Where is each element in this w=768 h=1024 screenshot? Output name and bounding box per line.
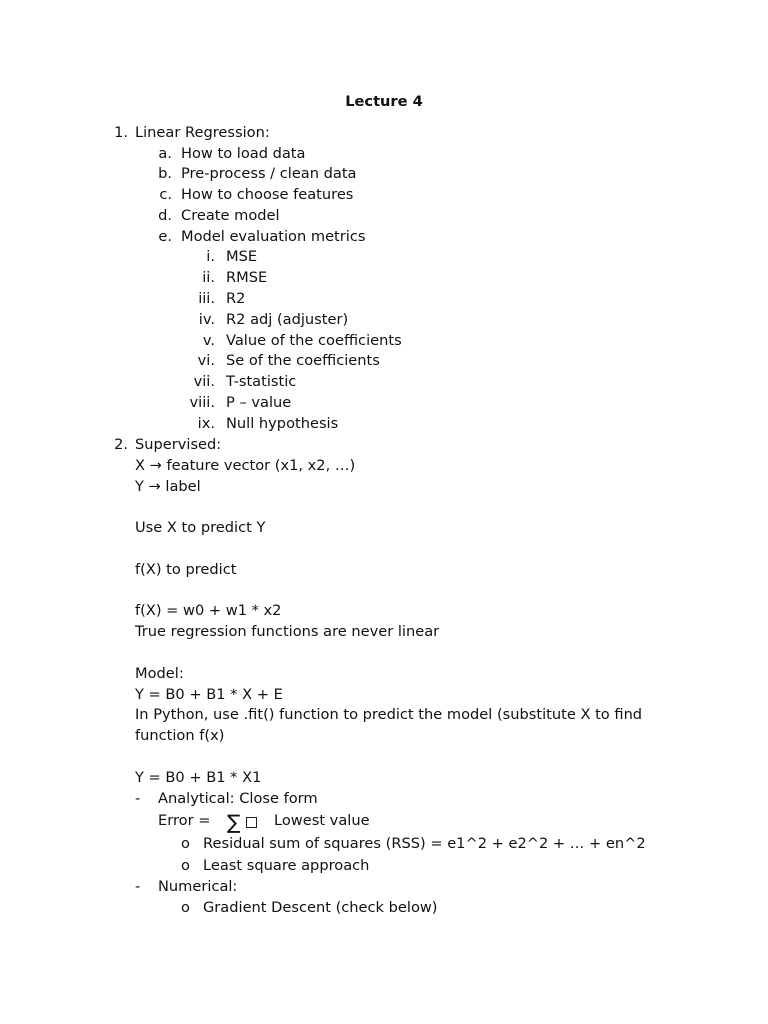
sigma-glyph: ∑: [227, 810, 241, 834]
list-marker: i.: [206, 248, 215, 265]
list-item-text: Model evaluation metrics: [181, 228, 366, 245]
list-marker: e.: [158, 228, 172, 245]
list-marker: 2.: [114, 436, 128, 453]
circle-bullet: o: [181, 899, 190, 916]
list-item-text: T-statistic: [226, 373, 297, 390]
section-heading-text: Supervised:: [135, 436, 222, 453]
list-marker: b.: [158, 165, 172, 182]
model-heading: Model:: [135, 665, 184, 682]
list-marker: ii.: [202, 269, 215, 286]
list-marker: vi.: [197, 352, 215, 369]
numerical-text: Numerical:: [158, 878, 238, 895]
bullet-text: Residual sum of squares (RSS) = e1^2 + e2^2 + … + en^2: [203, 835, 646, 852]
model-equation: Y = B0 + B1 * X + E: [135, 686, 283, 703]
error-label: Error =: [158, 812, 211, 829]
f-equation-line: f(X) = w0 + w1 * x2: [135, 602, 282, 619]
list-marker: c.: [159, 186, 172, 203]
list-item-text: Se of the coefficients: [226, 352, 380, 369]
list-item-text: Null hypothesis: [226, 415, 339, 432]
sigma-icon: [227, 811, 257, 834]
list-marker: ix.: [197, 415, 215, 432]
dash-marker: -: [135, 790, 141, 807]
python-fit-line-2: function f(x): [135, 727, 225, 744]
placeholder-box-icon: [246, 817, 257, 828]
bullet-text: Least square approach: [203, 857, 370, 874]
list-item-text: Pre-process / clean data: [181, 165, 357, 182]
bullet-text: Gradient Descent (check below): [203, 899, 438, 916]
x-feature-line: X → feature vector (x1, x2, …): [135, 457, 356, 474]
list-item-text: R2 adj (adjuster): [226, 311, 349, 328]
analytical-text: Analytical: Close form: [158, 790, 318, 807]
list-marker: iii.: [198, 290, 215, 307]
list-item-text: P – value: [226, 394, 292, 411]
list-item-text: How to choose features: [181, 186, 354, 203]
y-equation-2: Y = B0 + B1 * X1: [135, 769, 262, 786]
list-item-text: Create model: [181, 207, 280, 224]
list-marker: vii.: [193, 373, 215, 390]
y-label-line: Y → label: [135, 478, 201, 495]
f-predict-line: f(X) to predict: [135, 561, 237, 578]
list-marker: iv.: [198, 311, 215, 328]
list-item-text: MSE: [226, 248, 258, 265]
list-item-text: R2: [226, 290, 246, 307]
page-title: Lecture 4: [345, 93, 423, 110]
circle-bullet: o: [181, 835, 190, 852]
list-marker: a.: [158, 145, 172, 162]
true-regression-line: True regression functions are never linear: [135, 623, 440, 640]
python-fit-line-1: In Python, use .fit() function to predict the model (substitute X to find: [135, 706, 643, 723]
use-x-line: Use X to predict Y: [135, 519, 266, 536]
circle-bullet: o: [181, 857, 190, 874]
list-item-text: Value of the coefficients: [226, 332, 402, 349]
list-marker: viii.: [189, 394, 215, 411]
list-item-text: How to load data: [181, 145, 306, 162]
list-marker: v.: [202, 332, 215, 349]
dash-marker: -: [135, 878, 141, 895]
lowest-value-text: Lowest value: [274, 812, 370, 829]
list-item-text: RMSE: [226, 269, 268, 286]
list-marker: 1.: [114, 124, 128, 141]
section-heading-text: Linear Regression:: [135, 124, 270, 141]
list-marker: d.: [158, 207, 172, 224]
